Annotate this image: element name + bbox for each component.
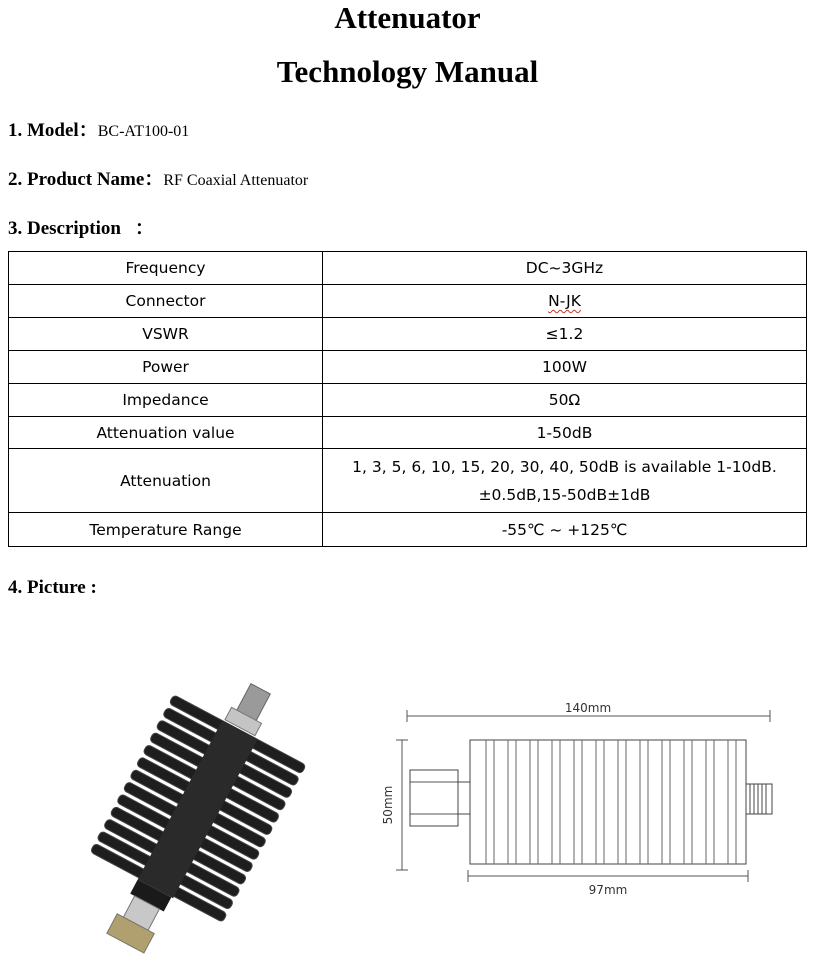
- model-line: [8, 115, 189, 142]
- table-row: [9, 384, 807, 417]
- spec-value: 50Ω: [323, 384, 807, 417]
- spec-value: DC~3GHz: [323, 252, 807, 285]
- description-label: 3. Description: [8, 218, 121, 239]
- table-row: [9, 285, 807, 318]
- table-row: [9, 318, 807, 351]
- spec-name: Attenuation: [9, 449, 323, 513]
- spec-name: Frequency: [9, 252, 323, 285]
- overall-length-label: 140mm: [564, 701, 612, 715]
- connector-value: N-JK: [548, 292, 581, 310]
- spec-name: Connector: [9, 285, 323, 318]
- diameter-label: 50mm: [381, 785, 395, 825]
- spec-table: [8, 251, 807, 547]
- spec-name: Impedance: [9, 384, 323, 417]
- table-row: [9, 513, 807, 547]
- body-length-label: 97mm: [588, 883, 628, 897]
- table-row: [9, 417, 807, 449]
- spec-value: 1-50dB: [323, 417, 807, 449]
- description-sep: ：: [134, 218, 154, 239]
- table-row: [9, 351, 807, 384]
- spec-name: Power: [9, 351, 323, 384]
- table-row: [9, 252, 807, 285]
- attenuation-line-1: 1, 3, 5, 6, 10, 15, 20, 30, 40, 50dB is available 1-10dB.: [352, 457, 777, 476]
- spec-name: Attenuation value: [9, 417, 323, 449]
- picture-label: 4. Picture :: [8, 577, 97, 598]
- product-name-sep: ：: [144, 169, 164, 190]
- spec-name: VSWR: [9, 318, 323, 351]
- spec-name: Temperature Range: [9, 513, 323, 547]
- picture-line: [8, 577, 97, 599]
- table-row: [9, 449, 807, 513]
- title-line-1: Attenuator: [334, 0, 481, 35]
- product-name-value: RF Coaxial Attenuator: [163, 172, 309, 189]
- attenuation-line-2: ±0.5dB,15-50dB±1dB: [478, 485, 651, 504]
- attenuator-dimension-drawing: [380, 700, 780, 900]
- spec-value: [323, 285, 807, 318]
- spec-value: 100W: [323, 351, 807, 384]
- spec-value: -55℃ ~ +125℃: [323, 513, 807, 547]
- product-name-label: 2. Product Name: [8, 169, 145, 190]
- model-sep: ：: [78, 120, 98, 141]
- model-value: BC-AT100-01: [97, 123, 190, 140]
- attenuator-photo: [22, 680, 352, 960]
- spec-value: [323, 449, 807, 513]
- title-line-2: Technology Manual: [276, 54, 539, 89]
- spec-value: ≤1.2: [323, 318, 807, 351]
- model-label: 1. Model: [8, 120, 79, 141]
- description-line: [8, 213, 154, 240]
- product-name-line: [8, 164, 308, 191]
